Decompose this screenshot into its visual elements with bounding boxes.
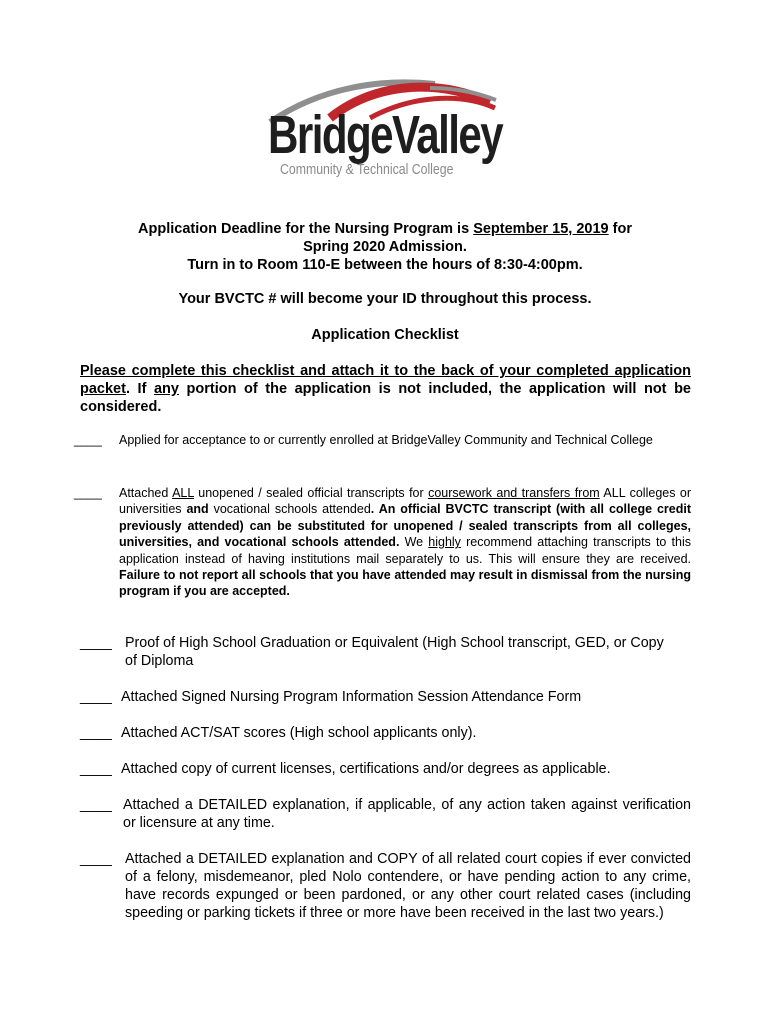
id-note: Your BVCTC # will become your ID throughout this process.	[178, 291, 592, 307]
checklist-title: Application Checklist	[311, 327, 459, 343]
admission-line: Spring 2020 Admission.	[303, 239, 467, 255]
checkbox-blank[interactable]: ____	[80, 797, 112, 813]
checklist-item-text: Attached ALL unopened / sealed official transcripts for coursework and transfers from ALL colleges or universities and vocational schools attended. An official BVCTC transcript (with all college credit previously attended) can be substituted for unopened / sealed transcripts from all colleges, universities, and vocational schools attended. We highly recommend attaching transcripts to this application instead of having institutions mail separately to us. This will ensure they are received. Failure to not report all schools that you have attended may result in dismissal from the nursing program if you are accepted.	[119, 486, 691, 599]
logo-wordmark: BridgeValley	[268, 105, 503, 165]
checklist-item-text: Attached Signed Nursing Program Information Session Attendance Form	[121, 689, 582, 705]
checkbox-blank[interactable]: ____	[80, 851, 112, 867]
logo-subtitle: Community & Technical College	[280, 161, 454, 178]
checklist-item-text: Attached a DETAILED explanation, if applicable, of any action taken against verification or licensure at any time.	[123, 797, 691, 831]
deadline-date: September 15, 2019	[473, 221, 609, 237]
checkbox-blank[interactable]: ____	[80, 689, 112, 705]
checkbox-blank[interactable]: ____	[80, 635, 112, 651]
intro-paragraph: Please complete this checklist and attach it to the back of your completed application packet. If any portion of the application is not included, the application will not be considered.	[80, 363, 691, 415]
deadline-line: Application Deadline for the Nursing Program is September 15, 2019 for	[138, 221, 632, 237]
checkbox-blank[interactable]: ____	[74, 433, 102, 447]
checkbox-blank[interactable]: ____	[80, 725, 112, 741]
checklist-item-text: Attached copy of current licenses, certifications and/or degrees as applicable.	[121, 761, 611, 777]
bridgevalley-logo	[260, 78, 515, 183]
checklist-item-text: Attached a DETAILED explanation and COPY of all related court copies if ever convicted of a felony, misdemeanor, pled Nolo contendere, or have pending action to any crime, have records expunged or been pardoned, or any other court related cases (including speeding or parking tickets if three or more have been received in the last two years.)	[125, 851, 691, 921]
room-hours-line: Turn in to Room 110-E between the hours of 8:30-4:00pm.	[187, 257, 583, 273]
checklist-item-text: Proof of High School Graduation or Equivalent (High School transcript, GED, or Copy of Diploma	[125, 635, 664, 669]
checklist-item-text: Applied for acceptance to or currently enrolled at BridgeValley Community and Technical College	[119, 433, 653, 447]
checkbox-blank[interactable]: ____	[80, 761, 112, 777]
checklist-item-text: Attached ACT/SAT scores (High school applicants only).	[121, 725, 477, 741]
checkbox-blank[interactable]: ____	[74, 486, 102, 500]
